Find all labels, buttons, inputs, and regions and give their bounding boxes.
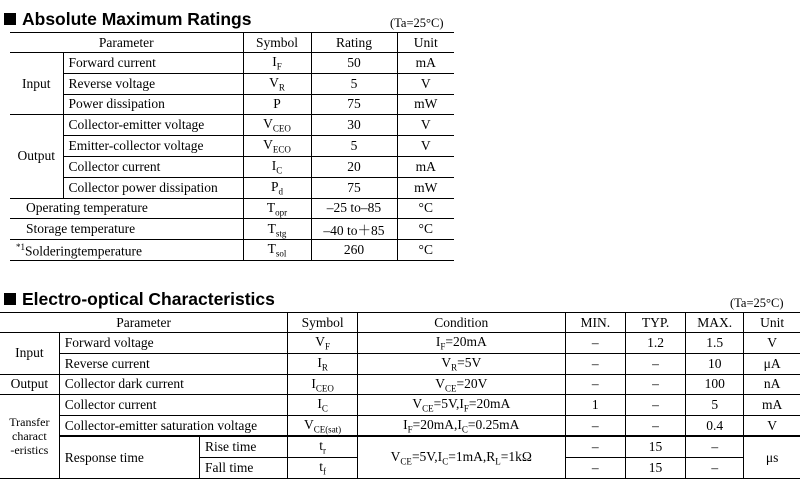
amr-header-symbol: Symbol bbox=[243, 33, 311, 53]
eoc-max: – bbox=[686, 436, 744, 457]
amr-param: Emitter-collector voltage bbox=[63, 136, 243, 157]
amr-table bbox=[10, 32, 454, 261]
eoc-min: 1 bbox=[565, 395, 625, 416]
amr-symbol: P bbox=[243, 94, 311, 115]
amr-symbol: $T_{sol}$ bbox=[243, 240, 311, 261]
eoc-max: 10 bbox=[686, 353, 744, 374]
amr-unit: mA bbox=[397, 156, 454, 177]
eoc-min: – bbox=[565, 374, 625, 395]
amr-unit: mW bbox=[397, 177, 454, 198]
eoc-max: 5 bbox=[686, 395, 744, 416]
amr-header-rating: Rating bbox=[311, 33, 397, 53]
eoc-typ: – bbox=[625, 416, 685, 437]
amr-unit: °C bbox=[397, 219, 454, 240]
eoc-unit: mA bbox=[744, 395, 800, 416]
eoc-param: Collector dark current bbox=[59, 374, 288, 395]
bullet-square-icon bbox=[4, 293, 16, 305]
amr-param: Collector power dissipation bbox=[63, 177, 243, 198]
amr-param: Power dissipation bbox=[63, 94, 243, 115]
eoc-min: – bbox=[565, 436, 625, 457]
eoc-unit: V bbox=[744, 416, 800, 437]
amr-unit: V bbox=[397, 115, 454, 136]
eoc-symbol: $V_F$ bbox=[288, 333, 358, 354]
bullet-square-icon bbox=[4, 13, 16, 25]
amr-symbol: $V_{ECO}$ bbox=[243, 136, 311, 157]
amr-title: Absolute Maximum Ratings bbox=[4, 9, 251, 29]
amr-rating: –40 to＋85 bbox=[311, 219, 397, 240]
eoc-symbol: $I_R$ bbox=[288, 353, 358, 374]
amr-param: Reverse voltage bbox=[63, 73, 243, 94]
eoc-condition-cell: $V_{CE}=20V$ bbox=[357, 374, 565, 395]
eoc-fall-time-label: Fall time bbox=[199, 457, 287, 478]
eoc-header-condition: Condition bbox=[357, 313, 565, 333]
amr-symbol: $I_F$ bbox=[243, 53, 311, 74]
eoc-header-symbol: Symbol bbox=[288, 313, 358, 333]
eoc-typ: 15 bbox=[625, 436, 685, 457]
eoc-header-parameter: Parameter bbox=[0, 313, 288, 333]
amr-unit: °C bbox=[397, 198, 454, 219]
amr-rating: 75 bbox=[311, 177, 397, 198]
eoc-param: Forward voltage bbox=[59, 333, 288, 354]
eoc-min: – bbox=[565, 457, 625, 478]
amr-unit: mA bbox=[397, 53, 454, 74]
amr-rating: 5 bbox=[311, 73, 397, 94]
eoc-typ: – bbox=[625, 353, 685, 374]
eoc-param-response-time: Response time bbox=[59, 436, 199, 478]
eoc-max: – bbox=[686, 457, 744, 478]
amr-rating: 260 bbox=[311, 240, 397, 261]
amr-param: Storage temperature bbox=[10, 219, 243, 240]
amr-unit: V bbox=[397, 73, 454, 94]
eoc-header-typ: TYP. bbox=[625, 313, 685, 333]
eoc-unit: μA bbox=[744, 353, 800, 374]
amr-rating: 30 bbox=[311, 115, 397, 136]
amr-unit: V bbox=[397, 136, 454, 157]
amr-param: Collector-emitter voltage bbox=[63, 115, 243, 136]
eoc-param: Collector current bbox=[59, 395, 288, 416]
eoc-typ: 15 bbox=[625, 457, 685, 478]
amr-symbol: $P_d$ bbox=[243, 177, 311, 198]
eoc-group-transfer-line2: charact bbox=[12, 429, 47, 444]
eoc-symbol: $t_f$ bbox=[288, 457, 358, 478]
amr-param: Forward current bbox=[63, 53, 243, 74]
amr-rating: 20 bbox=[311, 156, 397, 177]
amr-group-input: Input bbox=[10, 53, 63, 115]
eoc-symbol: $V_{CE(sat)}$ bbox=[288, 416, 358, 437]
eoc-header-min: MIN. bbox=[565, 313, 625, 333]
eoc-table bbox=[0, 312, 800, 479]
eoc-condition: (Ta=25°C) bbox=[730, 296, 784, 310]
amr-param: Collector current bbox=[63, 156, 243, 177]
eoc-min: – bbox=[565, 416, 625, 437]
eoc-group-transfer-line1: Transfer bbox=[9, 415, 50, 430]
eoc-unit: V bbox=[744, 333, 800, 354]
eoc-typ: – bbox=[625, 395, 685, 416]
eoc-header-max: MAX. bbox=[686, 313, 744, 333]
amr-unit: mW bbox=[397, 94, 454, 115]
eoc-group-input: Input bbox=[0, 333, 59, 375]
eoc-max: 1.5 bbox=[686, 333, 744, 354]
eoc-group-output: Output bbox=[0, 374, 59, 395]
eoc-param: Collector-emitter saturation voltage bbox=[59, 416, 288, 437]
eoc-param: Reverse current bbox=[59, 353, 288, 374]
amr-symbol: $T_{stg}$ bbox=[243, 219, 311, 240]
eoc-condition-cell: $V_{CE}=5V,I_F=20mA$ bbox=[357, 395, 565, 416]
amr-condition: (Ta=25°C) bbox=[390, 16, 444, 30]
eoc-min: – bbox=[565, 333, 625, 354]
eoc-max: 0.4 bbox=[686, 416, 744, 437]
eoc-min: – bbox=[565, 353, 625, 374]
amr-footnote-mark: *1 bbox=[16, 241, 25, 252]
amr-symbol: $I_C$ bbox=[243, 156, 311, 177]
amr-param bbox=[10, 240, 243, 261]
eoc-typ: 1.2 bbox=[625, 333, 685, 354]
eoc-group-transfer bbox=[0, 395, 59, 478]
eoc-condition-cell: $V_{CE}=5V,I_C=1mA,R_L=1k\Omega$ bbox=[357, 436, 565, 478]
amr-header-parameter: Parameter bbox=[10, 33, 243, 53]
amr-header-unit: Unit bbox=[397, 33, 454, 53]
eoc-title: Electro-optical Characteristics bbox=[4, 289, 275, 309]
eoc-condition-cell: $V_R=5V$ bbox=[357, 353, 565, 374]
eoc-unit: μs bbox=[744, 436, 800, 478]
eoc-rise-time-label: Rise time bbox=[199, 436, 287, 457]
amr-symbol: $V_R$ bbox=[243, 73, 311, 94]
amr-unit: °C bbox=[397, 240, 454, 261]
eoc-header-unit: Unit bbox=[744, 313, 800, 333]
amr-param-text: Solderingtemperature bbox=[25, 243, 142, 259]
eoc-symbol: $I_{CEO}$ bbox=[288, 374, 358, 395]
eoc-max: 100 bbox=[686, 374, 744, 395]
amr-symbol: $V_{CEO}$ bbox=[243, 115, 311, 136]
eoc-unit: nA bbox=[744, 374, 800, 395]
eoc-group-transfer-line3: -eristics bbox=[10, 443, 49, 458]
eoc-condition-cell: $I_F=20mA$ bbox=[357, 333, 565, 354]
eoc-typ: – bbox=[625, 374, 685, 395]
amr-rating: 5 bbox=[311, 136, 397, 157]
eoc-symbol: $t_r$ bbox=[288, 436, 358, 457]
amr-rating: 50 bbox=[311, 53, 397, 74]
eoc-symbol: $I_C$ bbox=[288, 395, 358, 416]
amr-rating: 75 bbox=[311, 94, 397, 115]
amr-rating: –25 to–85 bbox=[311, 198, 397, 219]
amr-param: Operating temperature bbox=[10, 198, 243, 219]
eoc-condition-cell: $I_F=20mA,I_C=0.25mA$ bbox=[357, 416, 565, 437]
amr-symbol: $T_{opr}$ bbox=[243, 198, 311, 219]
amr-group-output: Output bbox=[10, 115, 63, 198]
